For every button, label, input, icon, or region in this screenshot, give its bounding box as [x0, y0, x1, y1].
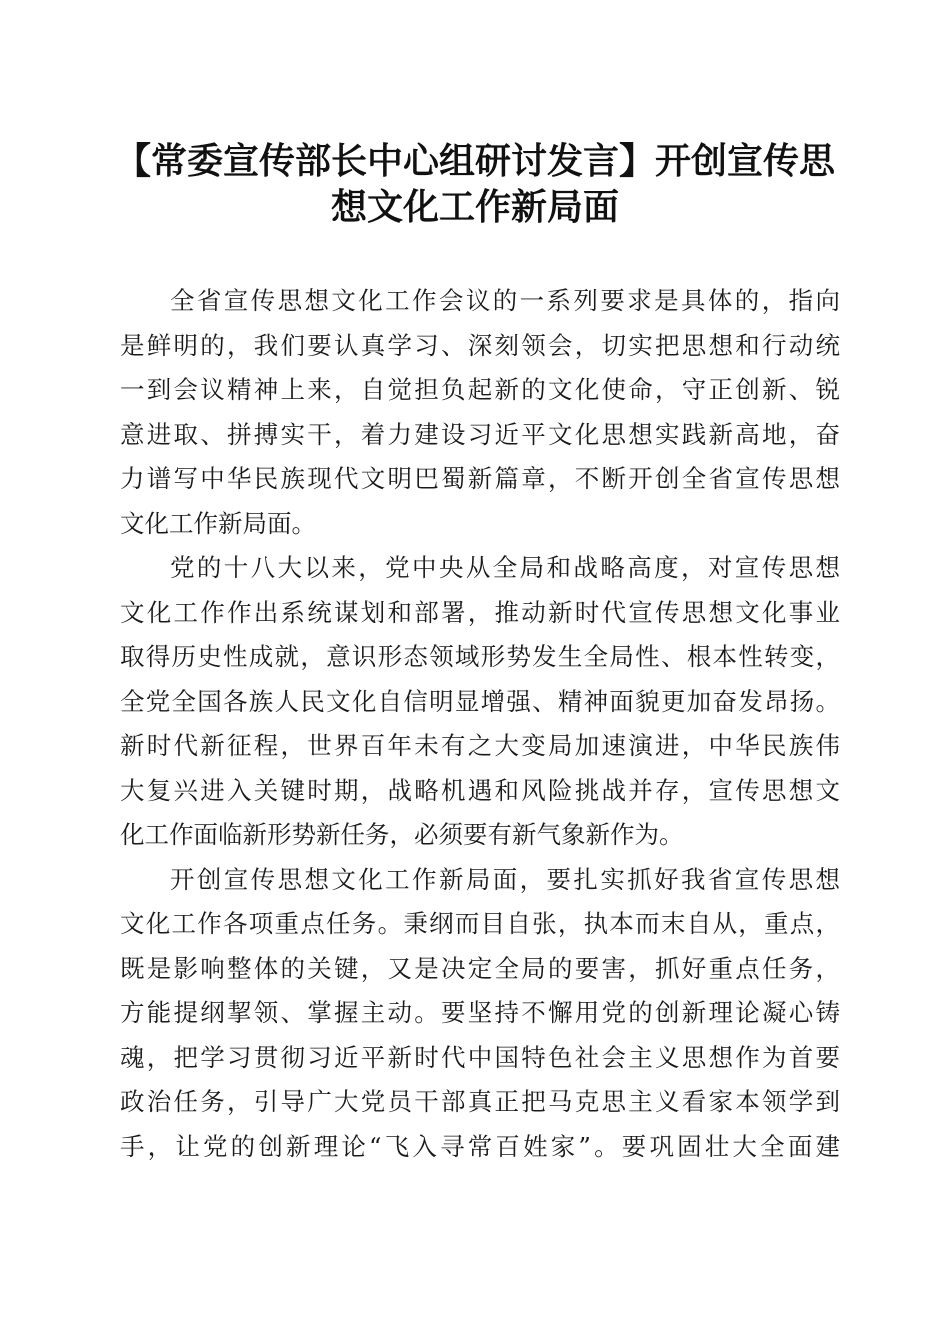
text-line: 一到会议精神上来，自觉担负起新的文化使命，守正创新、锐 — [120, 375, 840, 404]
text-line: 取得历史性成就，意识形态领域形势发生全局性、根本性转变， — [120, 642, 840, 671]
title-line-1: 【常委宣传部长中心组研讨发言】开创宣传思 — [114, 140, 835, 182]
paragraph-1 — [120, 279, 840, 546]
text-line: 文化工作作出系统谋划和部署，推动新时代宣传思想文化事业 — [120, 597, 840, 627]
text-line: 既是影响整体的关键，又是决定全局的要害，抓好重点任务， — [120, 953, 840, 983]
text-line: 开创宣传思想文化工作新局面，要扎实抓好我省宣传思想 — [170, 864, 840, 894]
text-line: 文化工作各项重点任务。秉纲而目自张，执本而末自从，重点， — [120, 909, 840, 938]
title-line-2: 想文化工作新局面 — [330, 186, 619, 228]
document-body — [120, 279, 840, 1169]
text-line: 魂，把学习贯彻习近平新时代中国特色社会主义思想作为首要 — [120, 1042, 840, 1072]
text-line: 手，让党的创新理论“飞入寻常百姓家”。要巩固壮大全面建 — [120, 1131, 840, 1161]
document-title — [110, 138, 840, 230]
text-line: 政治任务，引导广大党员干部真正把马克思主义看家本领学到 — [120, 1087, 840, 1116]
text-line: 新时代新征程，世界百年未有之大变局加速演进，中华民族伟 — [120, 731, 840, 760]
text-line: 力谱写中华民族现代文明巴蜀新篇章，不断开创全省宣传思想 — [120, 464, 840, 493]
text-line: 党的十八大以来，党中央从全局和战略高度，对宣传思想 — [170, 553, 840, 582]
text-line: 全省宣传思想文化工作会议的一系列要求是具体的，指向 — [170, 286, 840, 315]
text-line: 全党全国各族人民文化自信明显增强、精神面貌更加奋发昂扬。 — [120, 686, 840, 716]
text-line: 文化工作新局面。 — [120, 508, 316, 538]
text-line: 是鲜明的，我们要认真学习、深刻领会，切实把思想和行动统 — [120, 330, 840, 360]
text-line: 方能提纲挈领、掌握主动。要坚持不懈用党的创新理论凝心铸 — [120, 998, 840, 1027]
paragraph-2 — [120, 546, 840, 858]
paragraph-3 — [120, 858, 840, 1170]
text-line: 大复兴进入关键时期，战略机遇和风险挑战并存，宣传思想文 — [120, 775, 840, 805]
text-line: 意进取、拼搏实干，着力建设习近平文化思想实践新高地，奋 — [120, 419, 840, 449]
text-line: 化工作面临新形势新任务，必须要有新气象新作为。 — [120, 820, 684, 849]
